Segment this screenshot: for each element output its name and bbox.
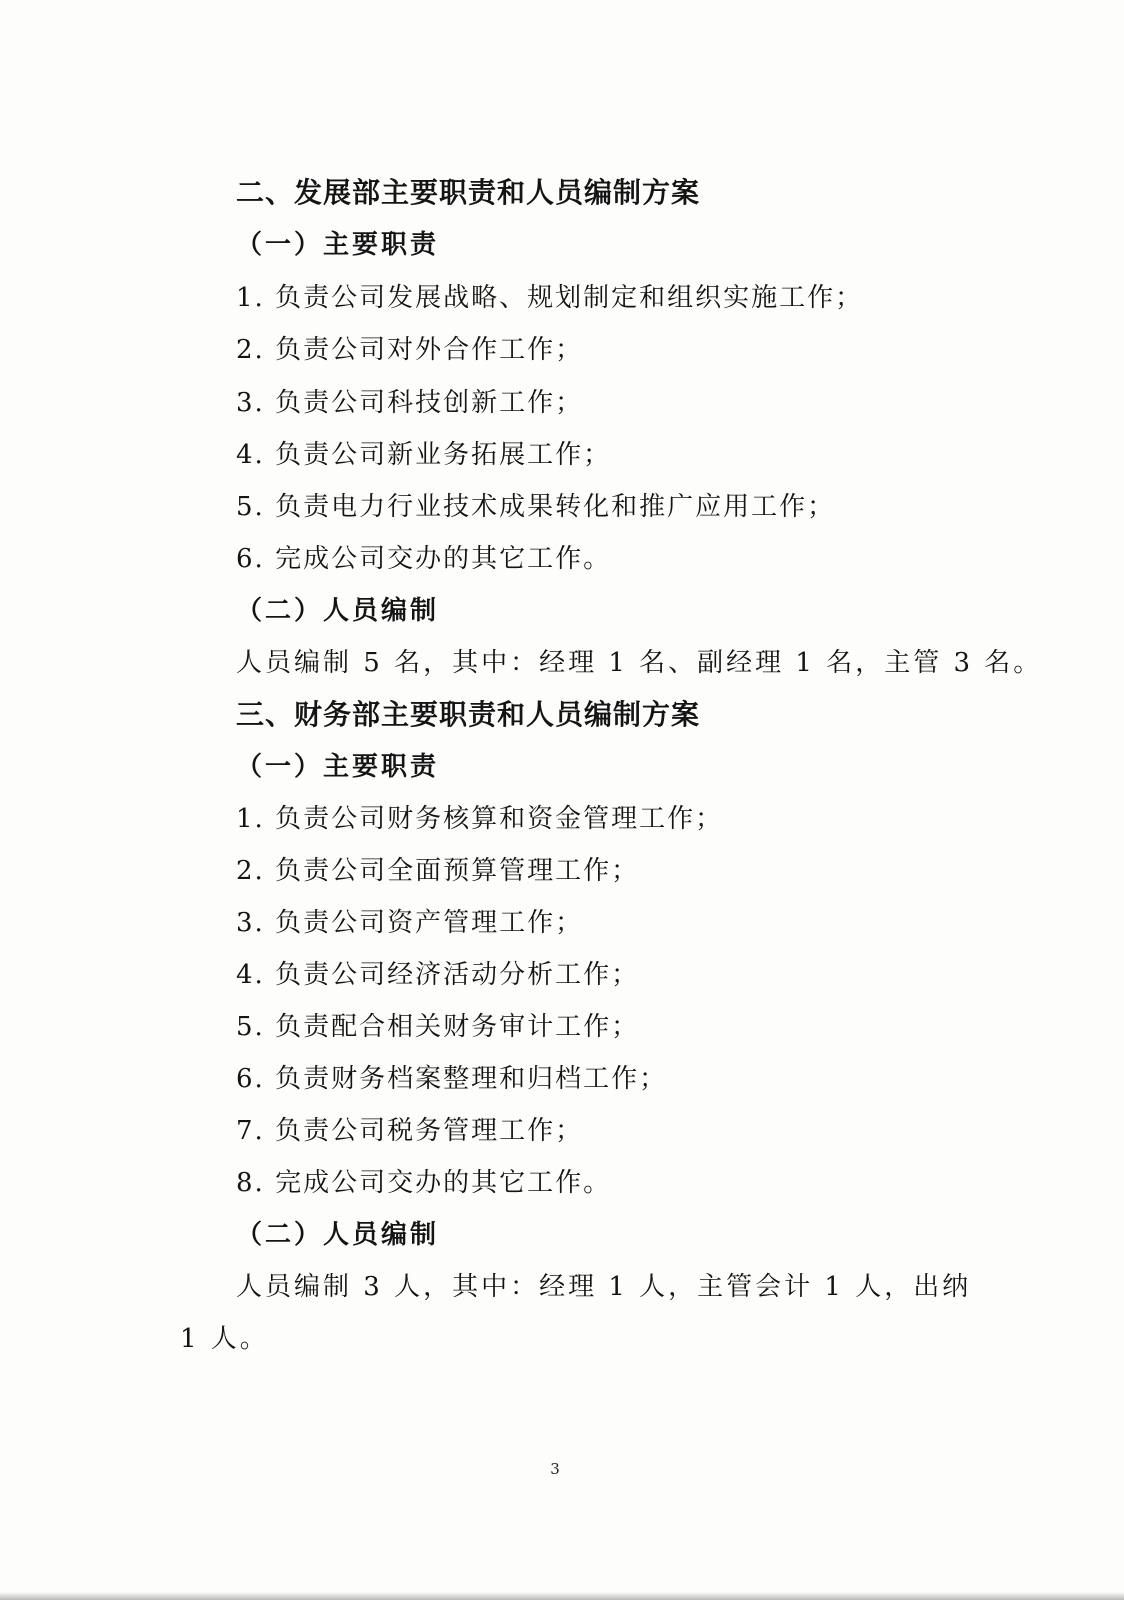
staffing-text: 人员编制 3 人，其中：经理 1 人，主管会计 1 人，出纳 bbox=[236, 1272, 972, 1302]
duty-item: 1. 负责公司发展战略、规划制定和组织实施工作； bbox=[236, 283, 864, 313]
duty-item: 1. 负责公司财务核算和资金管理工作； bbox=[236, 804, 724, 834]
duty-item: 4. 负责公司经济活动分析工作； bbox=[236, 960, 640, 990]
staffing-title: （二）人员编制 bbox=[236, 596, 440, 626]
duty-item: 6. 完成公司交办的其它工作。 bbox=[236, 544, 612, 574]
section-heading-finance: 三、财务部主要职责和人员编制方案 bbox=[236, 698, 701, 731]
duty-item: 3. 负责公司科技创新工作； bbox=[236, 388, 584, 418]
staffing-title: （二）人员编制 bbox=[236, 1220, 440, 1250]
page-number: 3 bbox=[550, 1460, 560, 1478]
duty-item: 7. 负责公司税务管理工作； bbox=[236, 1116, 584, 1146]
duty-item: 8. 完成公司交办的其它工作。 bbox=[236, 1168, 612, 1198]
staffing-text-continued: 1 人。 bbox=[180, 1324, 269, 1354]
duties-title: （一）主要职责 bbox=[236, 752, 440, 782]
section-heading-development: 二、发展部主要职责和人员编制方案 bbox=[236, 176, 701, 209]
duty-item: 5. 负责电力行业技术成果转化和推广应用工作； bbox=[236, 492, 836, 522]
duty-item: 2. 负责公司对外合作工作； bbox=[236, 335, 584, 365]
duties-title: （一）主要职责 bbox=[236, 230, 440, 260]
duty-item: 4. 负责公司新业务拓展工作； bbox=[236, 440, 612, 470]
duty-item: 5. 负责配合相关财务审计工作； bbox=[236, 1012, 640, 1042]
staffing-text: 人员编制 5 名，其中：经理 1 名、副经理 1 名，主管 3 名。 bbox=[236, 648, 1043, 678]
duty-item: 2. 负责公司全面预算管理工作； bbox=[236, 856, 640, 886]
duty-item: 6. 负责财务档案整理和归档工作； bbox=[236, 1064, 668, 1094]
duty-item: 3. 负责公司资产管理工作； bbox=[236, 908, 584, 938]
scan-edge-shadow bbox=[0, 1592, 1124, 1600]
